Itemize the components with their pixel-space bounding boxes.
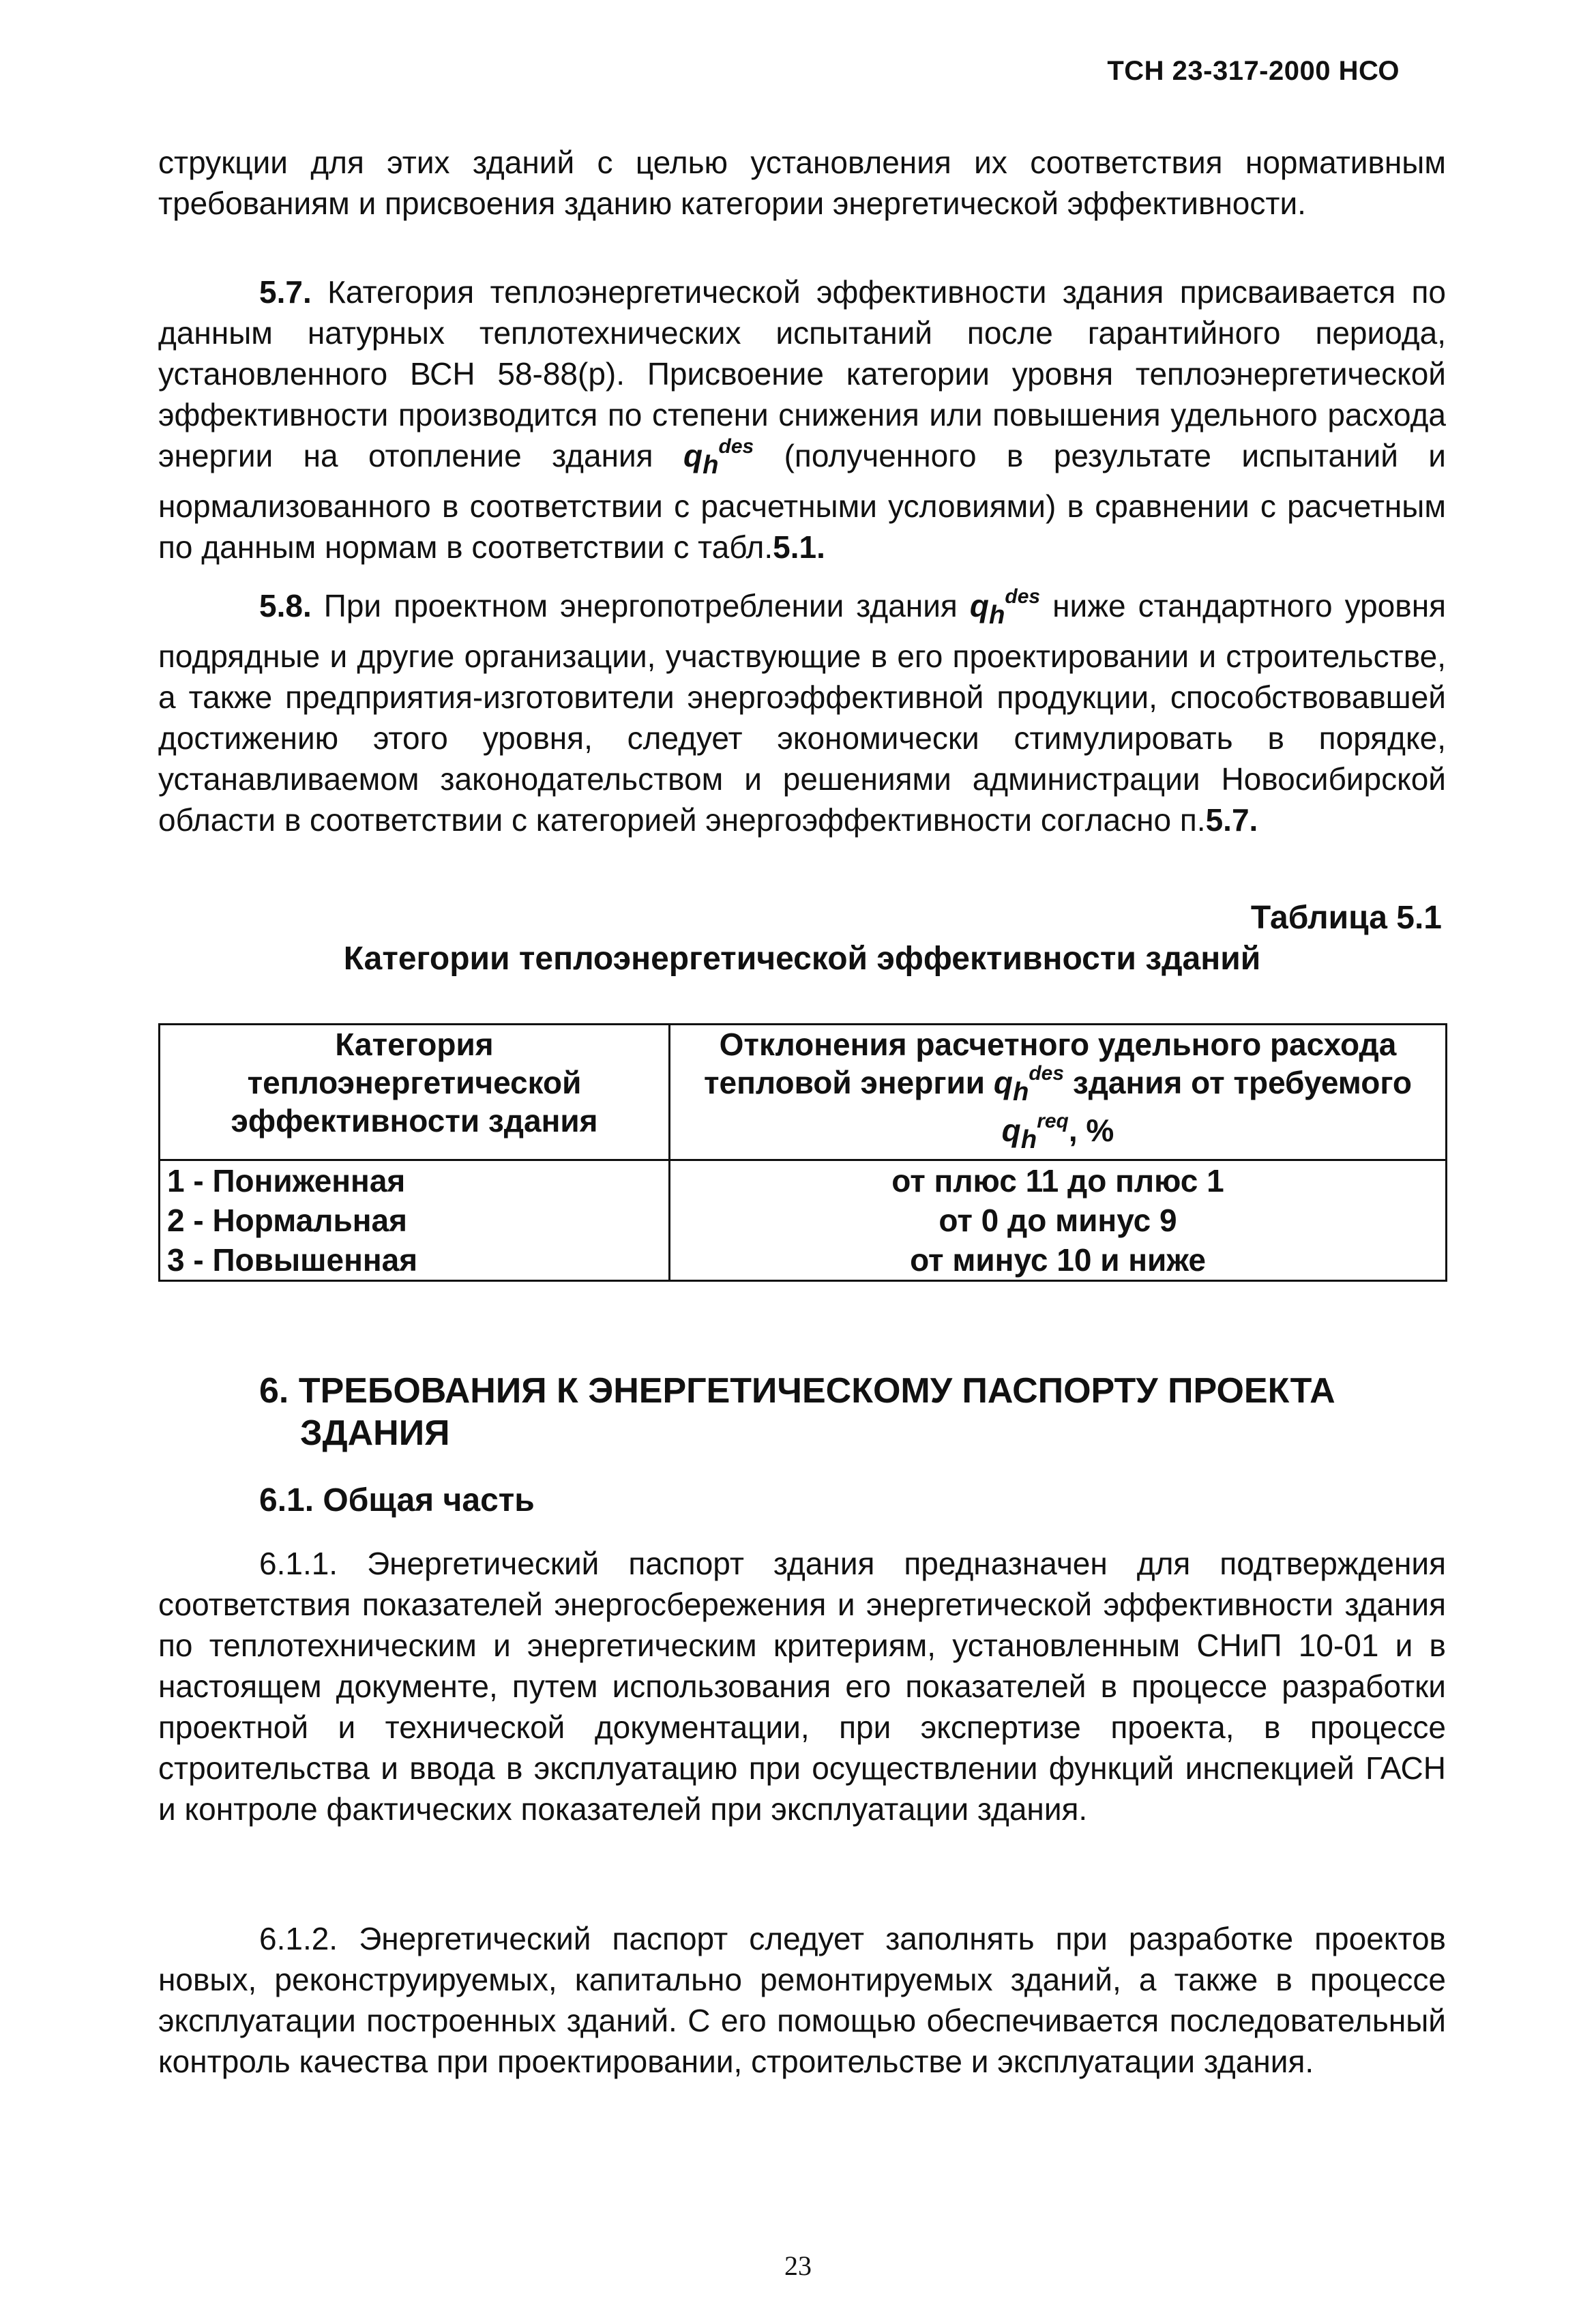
cell-category: 1 - Пониженная xyxy=(160,1160,670,1201)
table-title: Категории теплоэнергетической эффективности зданий xyxy=(343,941,1261,977)
clause-reference: 5.7. xyxy=(1205,802,1258,838)
cell-deviation: от минус 10 и ниже xyxy=(670,1240,1447,1281)
table-row xyxy=(160,1201,1447,1240)
header-deviation: Отклонения расчетного удельного расхода тепловой энергии $q_h^{des}$ здания от требуемого $q_h^{req}$, % xyxy=(670,1025,1447,1160)
paragraph-text: ниже стандартного уровня подрядные и другие организации, участвующие в его проектировании и строительстве, а также предприятия-изготовители энергоэффективной продукции, способствовавшей достижению этого уровня, следует экономически стимулировать в порядке, устанавливаемом законодательством и решениями администрации Новосибирской области в соответствии с категорией энергоэффективности согласно п. xyxy=(158,588,1446,838)
table-caption: Таблица 5.1 xyxy=(1250,900,1442,936)
section-heading-line: ЗДАНИЯ xyxy=(300,1413,450,1453)
paragraph-number: 6.1.2. xyxy=(259,1921,338,1956)
paragraph-6-1-1 xyxy=(158,1543,1446,1829)
paragraph-number: 6.1.1. xyxy=(259,1546,338,1581)
table-row xyxy=(160,1240,1447,1281)
paragraph-5-8 xyxy=(158,585,1446,840)
cell-category: 2 - Нормальная xyxy=(160,1201,670,1240)
paragraph-text: Категория теплоэнергетической эффективности здания присваивается по данным натурных теплотехнических испытаний после гарантийного периода, установленного ВСН 58-88(р). Присвоение категории уровня теплоэнергетической эффективности производится по степени снижения или повышения удельного расхода энергии на отопление здания xyxy=(158,274,1447,473)
formula-q: $q_h^{des}$ xyxy=(683,435,754,480)
paragraph-6-1-2 xyxy=(158,1918,1446,2082)
formula-q: $q_h^{des}$ xyxy=(969,585,1041,630)
table-header-row xyxy=(160,1025,1447,1160)
cell-deviation: от плюс 11 до плюс 1 xyxy=(670,1160,1447,1201)
paragraph-text: (полученного в результате испытаний и нормализованного в соответствии с расчетными условиями) в сравнении с расчетным по данным нормам в соответствии с табл. xyxy=(158,438,1446,565)
paragraph-number: 5.7. xyxy=(259,274,312,310)
cell-deviation: от 0 до минус 9 xyxy=(670,1201,1447,1240)
paragraph-5-7 xyxy=(158,271,1446,568)
efficiency-categories-table xyxy=(158,1023,1447,1282)
paragraph-text: Энергетический паспорт здания предназначен для подтверждения соответствия показателей энергосбережения и энергетической эффективности здания по теплотехническим и энергетическим критериям, установленным СНиП 10-01 и в настоящем документе, путем использования его показателей в процессе разработки проектной и технической документации, при экспертизе проекта, в процессе строительства и ввода в эксплуатацию при осуществлении функций инспекцией ГАСН и контроле фактических показателей при эксплуатации здания. xyxy=(158,1546,1446,1827)
document-code: ТСН 23-317-2000 НСО xyxy=(1107,56,1400,86)
section-6-heading xyxy=(259,1370,1350,1454)
subsection-6-1-heading: 6.1. Общая часть xyxy=(259,1482,535,1518)
header-category: Категория теплоэнергетической эффективности здания xyxy=(160,1025,670,1160)
page-number: 23 xyxy=(784,2250,812,2281)
paragraph-number: 5.8. xyxy=(259,588,312,623)
table-reference: 5.1. xyxy=(773,529,825,565)
table-row xyxy=(160,1160,1447,1201)
cell-category: 3 - Повышенная xyxy=(160,1240,670,1281)
paragraph-text: Энергетический паспорт следует заполнять при разработке проектов новых, реконструируемых, капитально ремонтируемых зданий, а также в процессе эксплуатации построенных зданий. С его помощью обеспечивается последовательный контроль качества при проектировании, строительстве и эксплуатации здания. xyxy=(158,1921,1446,2079)
intro-paragraph: струкции для этих зданий с целью установления их соответствия нормативным требованиям и присвоения зданию категории энергетической эффективности. xyxy=(158,145,1446,221)
section-heading-line: 6. ТРЕБОВАНИЯ К ЭНЕРГЕТИЧЕСКОМУ ПАСПОРТУ ПРОЕКТА xyxy=(259,1371,1335,1411)
paragraph-text: При проектном энергопотреблении здания xyxy=(323,588,970,623)
